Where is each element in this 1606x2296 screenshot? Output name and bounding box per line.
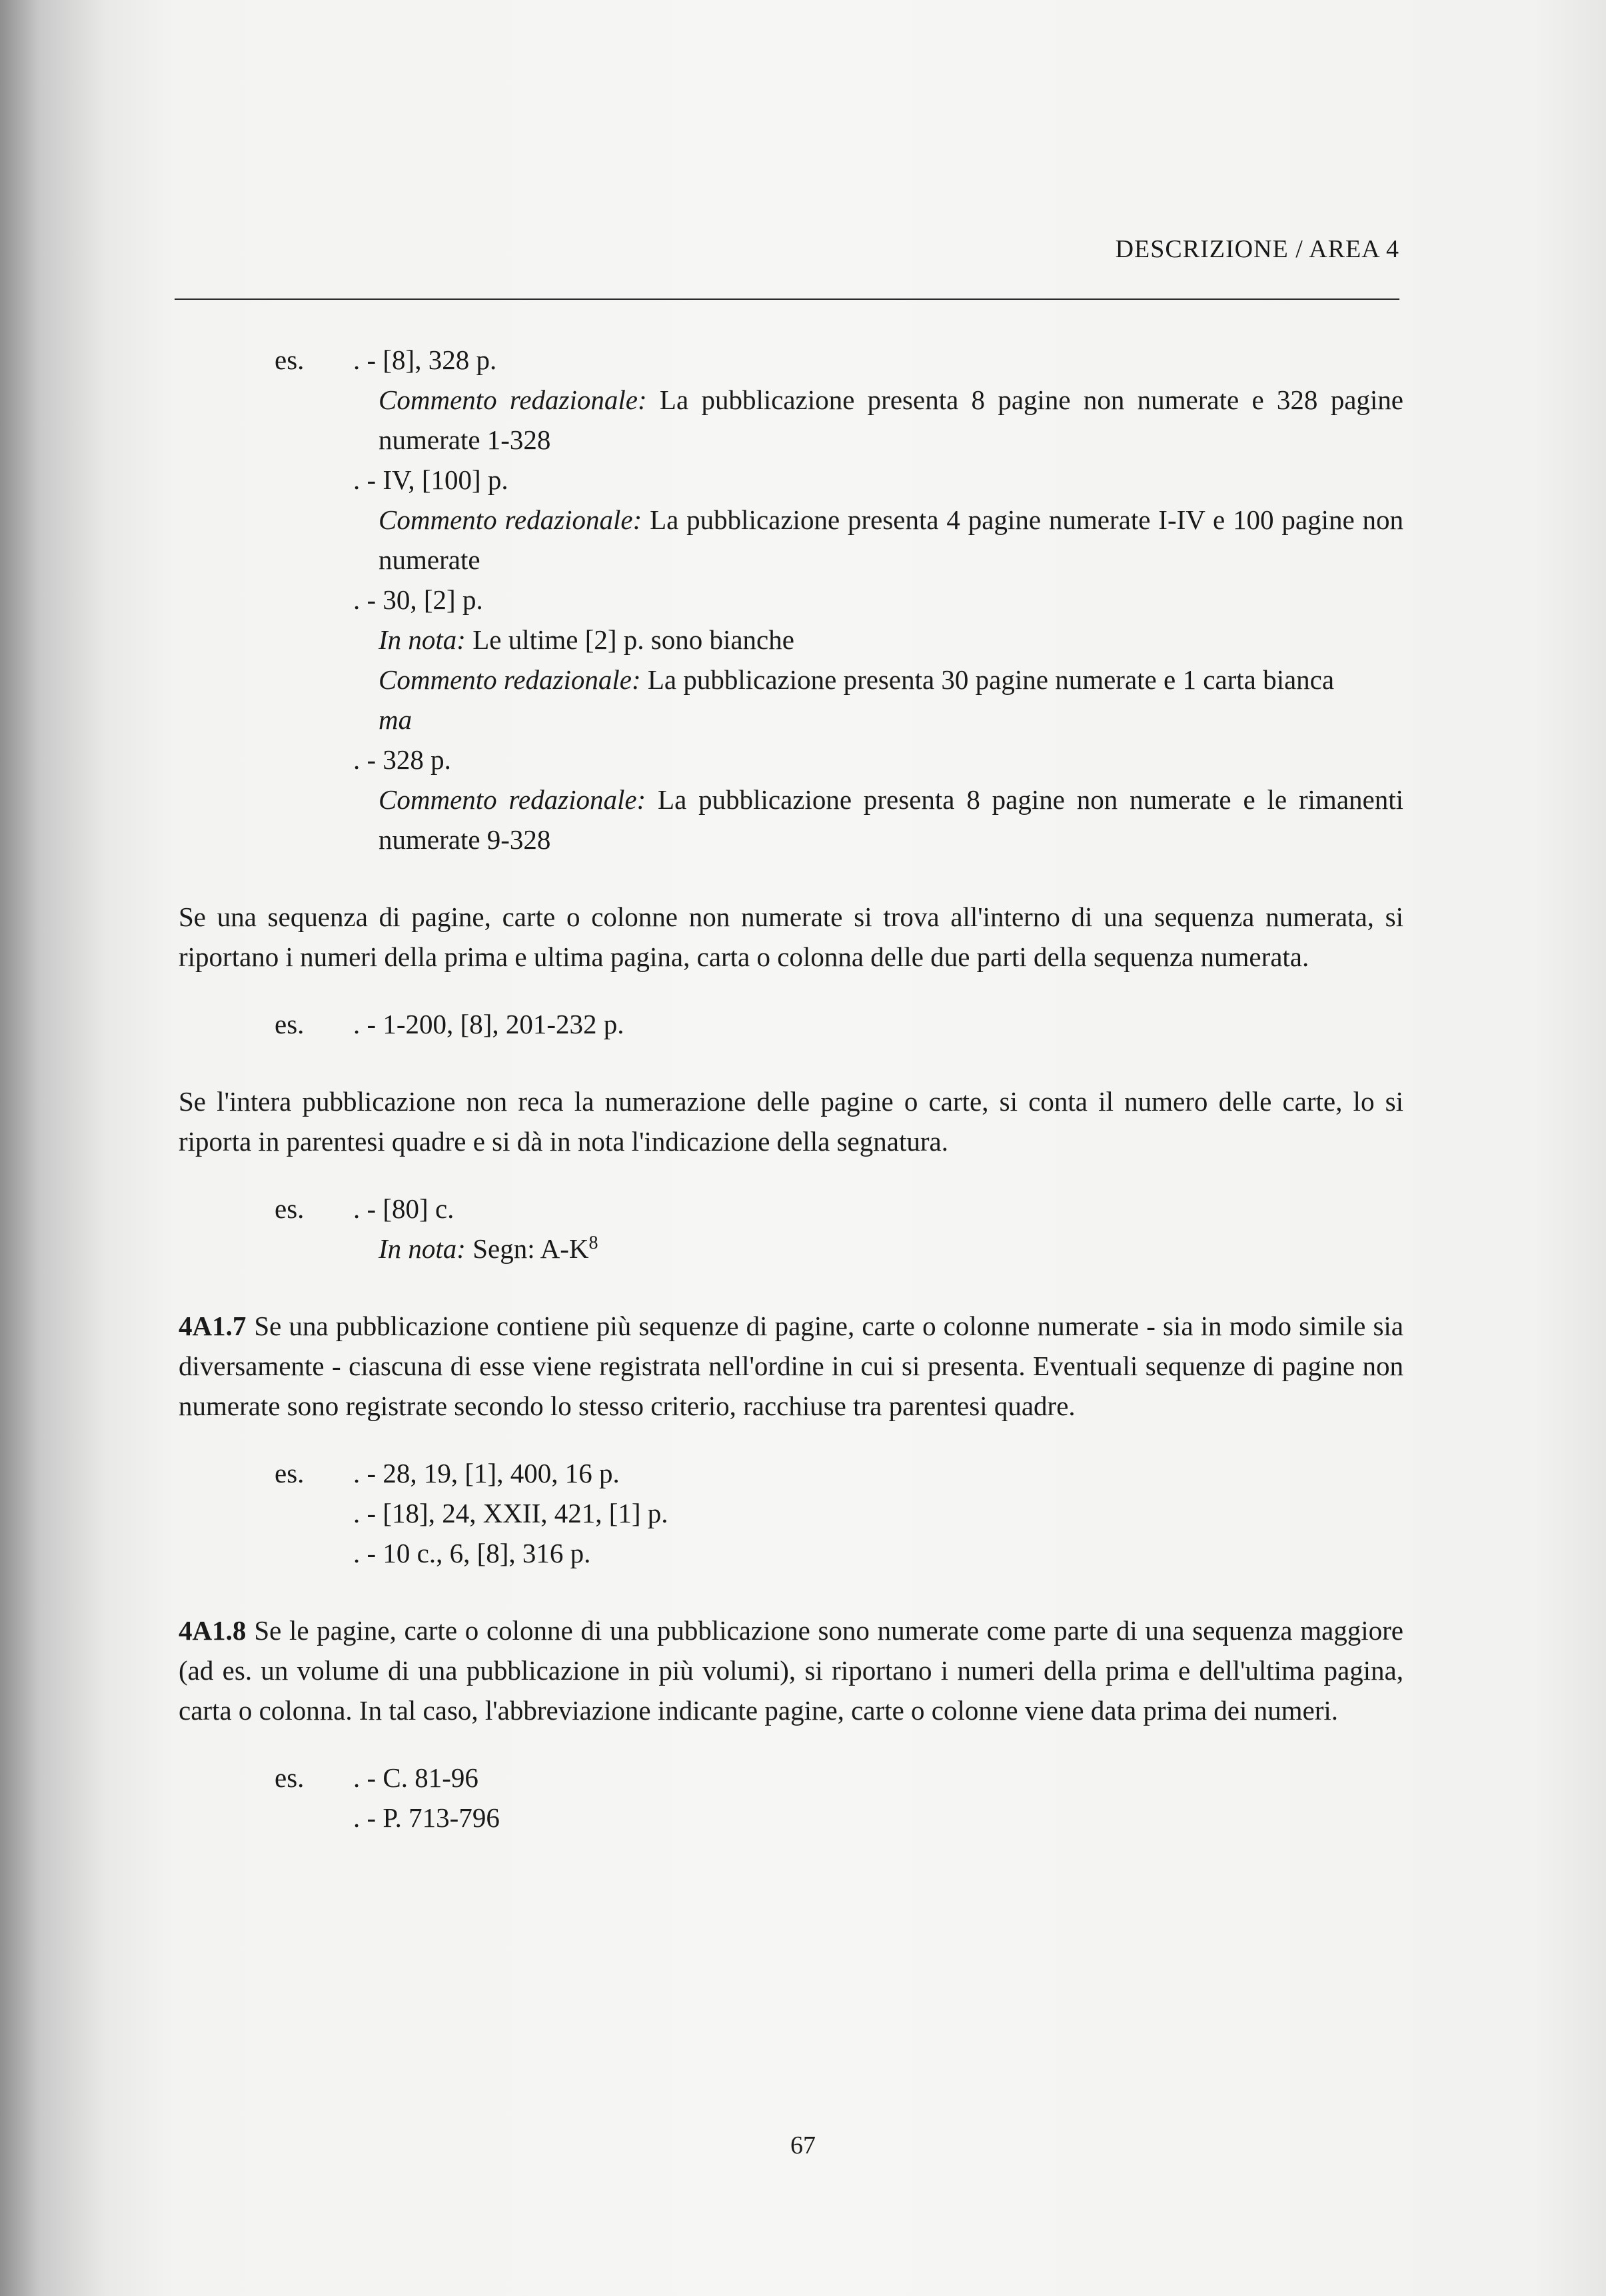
note-label: Commento redazionale: xyxy=(379,384,647,415)
example-block-1 xyxy=(179,340,1403,860)
example-entry: . - [18], 24, XXII, 421, [1] p. xyxy=(353,1498,668,1528)
rule-text: Se le pagine, carte o colonne di una pubblicazione sono numerate come parte di una sequenza maggiore (ad es. un volume di una pubblicazione in più volumi), si riportano i numeri della prima e dell'ultima pagina, carta o colonna. In tal caso, l'abbreviazione indicante pagine, carte o colonne viene data prima dei numeri. xyxy=(179,1615,1403,1726)
example-entry: . - 28, 19, [1], 400, 16 p. xyxy=(353,1458,620,1488)
example-entry: . - [8], 328 p. xyxy=(353,344,497,375)
rule-text: Se una pubblicazione contiene più sequenze di pagine, carte o colonne numerate - sia in modo simile sia diversamente - ciascuna di esse viene registrata nell'ordine in cui si presenta. Eventuali sequenze di pagine non numerate sono registrate secondo lo stesso criterio, racchiuse tra parentesi quadre. xyxy=(179,1311,1403,1421)
note-label: In nota: xyxy=(379,624,466,655)
example-entry: . - 30, [2] p. xyxy=(353,584,483,615)
paragraph-unnumbered-inside: Se una sequenza di pagine, carte o colonne non numerate si trova all'interno di una sequenza numerata, si riportano i numeri della prima e ultima pagina, carta o colonna delle due parti della sequenza numerata. xyxy=(179,901,1403,972)
page-number: 67 xyxy=(790,2131,816,2159)
note-text: La pubblicazione presenta 30 pagine numerate e 1 carta bianca xyxy=(640,664,1335,695)
rule-number: 4A1.8 xyxy=(179,1615,247,1646)
example-entry: . - 1-200, [8], 201-232 p. xyxy=(353,1009,624,1039)
example-block-5 xyxy=(179,1758,1403,1838)
es-label: es. xyxy=(275,1458,305,1488)
rule-number: 4A1.7 xyxy=(179,1311,247,1341)
header-rule xyxy=(175,298,1399,300)
example-entry: . - P. 713-796 xyxy=(353,1802,500,1833)
note-label: Commento redazionale: xyxy=(379,784,646,815)
note-label: Commento redazionale: xyxy=(379,504,642,535)
example-block-2 xyxy=(179,1004,1403,1044)
note-label: Commento redazionale: xyxy=(379,664,641,695)
running-head: DESCRIZIONE / AREA 4 xyxy=(1115,235,1399,263)
es-label: es. xyxy=(275,1193,305,1224)
note-text: Segn: A-K xyxy=(465,1233,589,1264)
example-entry: . - 10 c., 6, [8], 316 p. xyxy=(353,1538,591,1568)
note-label: In nota: xyxy=(379,1233,466,1264)
page-body xyxy=(179,340,1403,1838)
es-label: es. xyxy=(275,344,305,375)
paragraph-4a1-8 xyxy=(179,1610,1403,1730)
note-text: Le ultime [2] p. sono bianche xyxy=(465,624,794,655)
superscript: 8 xyxy=(588,1233,598,1253)
note-text: La pubblicazione presenta 8 pagine non numerate e 328 pagine numerate 1-328 xyxy=(379,384,1403,455)
es-label: es. xyxy=(275,1762,305,1793)
example-entry: . - 328 p. xyxy=(353,744,451,775)
note-text: La pubblicazione presenta 8 pagine non numerate e le rimanenti numerate 9-328 xyxy=(379,784,1403,855)
note-text: La pubblicazione presenta 4 pagine numerate I-IV e 100 pagine non numerate xyxy=(379,504,1404,575)
paragraph-no-numbering: Se l'intera pubblicazione non reca la numerazione delle pagine o carte, si conta il numero delle carte, lo si riporta in parentesi quadre e si dà in nota l'indicazione della segnatura. xyxy=(179,1086,1403,1157)
example-block-3 xyxy=(179,1189,1403,1269)
es-label: es. xyxy=(275,1009,305,1039)
example-entry: . - IV, [100] p. xyxy=(353,464,508,495)
paragraph-4a1-7 xyxy=(179,1306,1403,1426)
example-entry: . - [80] c. xyxy=(353,1193,454,1224)
example-block-4 xyxy=(179,1453,1403,1573)
conjunction-ma: ma xyxy=(379,704,412,735)
example-entry: . - C. 81-96 xyxy=(353,1762,478,1793)
